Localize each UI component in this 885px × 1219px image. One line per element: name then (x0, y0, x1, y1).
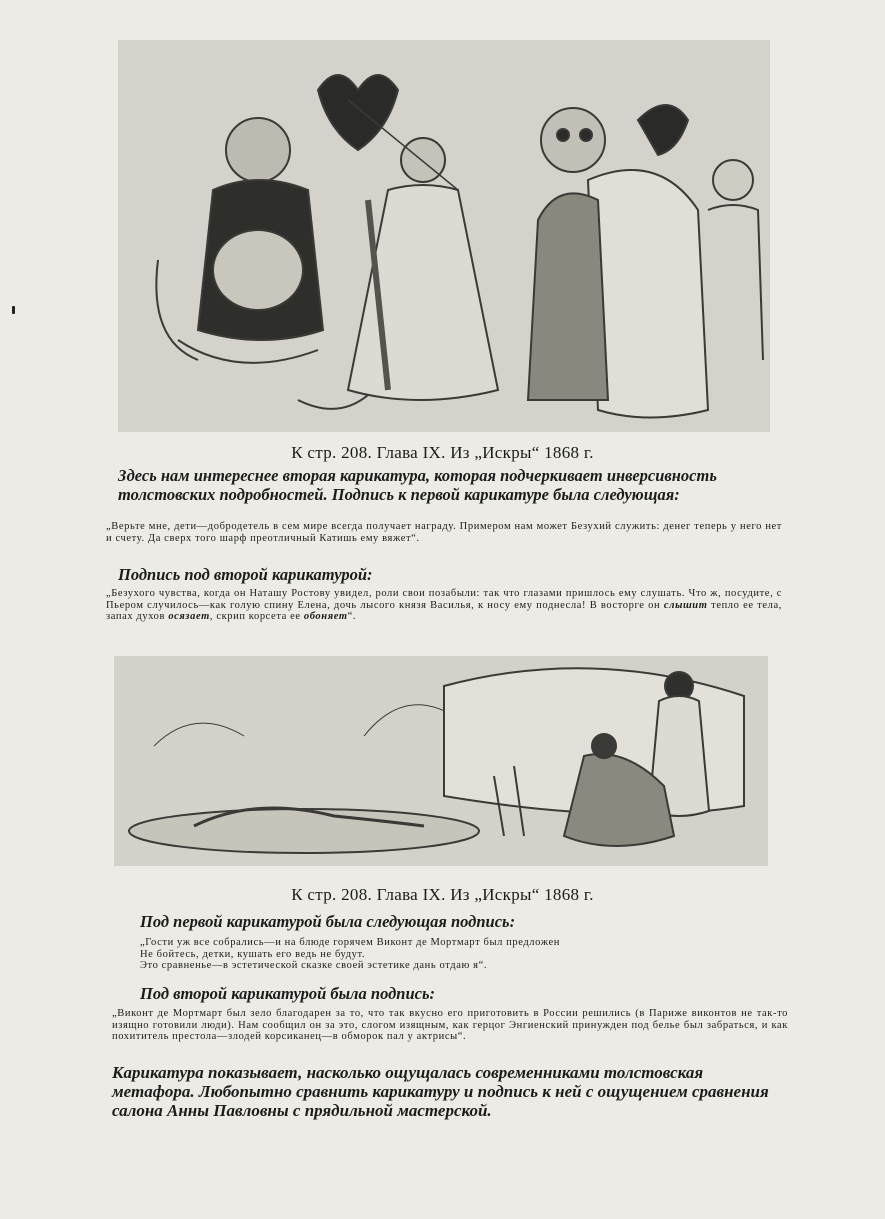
bottom-caption: К стр. 208. Глава IX. Из „Искры“ 1868 г. (291, 885, 594, 904)
quote-line: „Гости уж все собрались—и на блюде горячем Виконт де Мортмарт был предложен (140, 937, 560, 948)
quote-part: тепло ее тела, запах духов (106, 599, 783, 622)
fourth-caption-quote (112, 1008, 788, 1043)
top-caption: К стр. 208. Глава IX. Из „Искры“ 1868 г. (291, 443, 594, 462)
second-caption-quote (106, 588, 782, 623)
quote-part: “. (347, 611, 357, 622)
emphasis-word: осязает (168, 611, 210, 622)
intro-paragraph: Здесь нам интереснее вторая карикатура, которая подчеркивает инверсивность толстовских подробностей. Подпись к первой карикатуре была следующая: (118, 466, 717, 504)
emphasis-word: обоняет (303, 611, 348, 622)
quote-line: Не бойтесь, детки, кушать его ведь не будут. (140, 948, 366, 960)
margin-mark (12, 306, 15, 314)
third-caption-quote (140, 937, 790, 972)
quote-text (106, 588, 782, 623)
top-caricature-illustration (118, 40, 770, 432)
quote-text: „Верьте мне, дети—добродетель в сем мире всегда получает награду. Примером нам может Безухий служить: денег теперь у него нет и счету. Да сверх того шарф преотличный Катишь ему вяжет“. (106, 521, 782, 544)
first-caption-quote (106, 521, 782, 544)
bottom-caricature-illustration (114, 656, 768, 866)
quote-part: „Безухого чувства, когда он Наташу Ростову увидел, роли свои позабыли: так что глазами пришлось ему слушать. Что ж, посудите, с Пьером случилось—как голую спину Елена, дочь лысого князя Василья, к носу ему поднесла! В восторге он (106, 588, 782, 611)
emphasis-word: слышит (663, 599, 708, 611)
second-caption-heading: Подпись под второй карикатурой: (118, 565, 373, 584)
quote-part: , скрип корсета ее (209, 611, 304, 622)
quote-line: Это сравненье—в эстетической сказке своей эстетике дань отдаю я“. (140, 960, 488, 971)
third-caption-heading: Под первой карикатурой была следующая подпись: (140, 912, 516, 931)
fourth-caption-heading: Под второй карикатурой была подпись: (140, 984, 436, 1003)
closing-paragraph: Карикатура показывает, насколько ощущалась современниками толстовская метафора. Любопытно сравнить карикатуру и подпись к ней с ощущением сравнения салона Анны Павловны с прядильной мастерской. (112, 1063, 769, 1120)
quote-text: „Виконт де Мортмарт был зело благодарен за то, что так вкусно его приготовить в России решились (в Париже виконтов не так-то изящно готовили люди). Нам сообщил он за это, слогом изящным, как герцог Энгиенский принужден под белье был забраться, и как похититель престола—злодей корсиканец—в обморок пал у актрисы“. (112, 1008, 788, 1042)
